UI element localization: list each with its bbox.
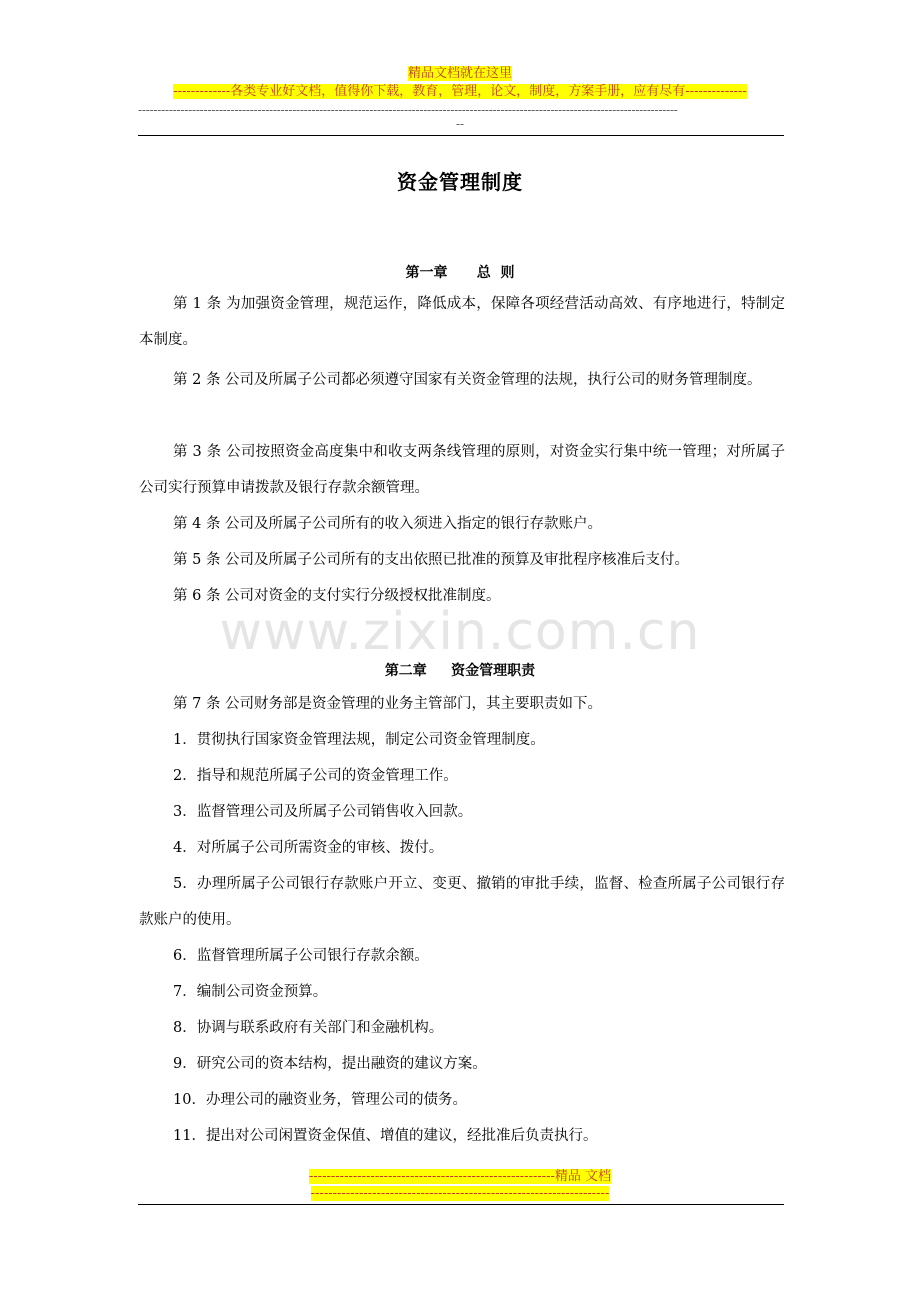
- header-banner-tagline: [0, 84, 920, 100]
- header-dash-line: --------------------------------------------------------------------------------------------------------------------------------------------: [138, 103, 678, 117]
- document-title: 资金管理制度: [397, 170, 523, 194]
- duty-item-4: 4．对所属子公司所需资金的审核、拨付。: [173, 840, 444, 856]
- duty-item-6: 6．监督管理所属子公司银行存款余额。: [173, 948, 429, 964]
- article-3: 第 3 条 公司按照资金高度集中和收支两条线管理的原则，对资金实行集中统一管理；对所属子公司实行预算申请拨款及银行存款余额管理。: [139, 444, 785, 496]
- chapter-heading-2: 第二章 资金管理职责: [384, 663, 536, 679]
- article-1: 第 1 条 为加强资金管理，规范运作，降低成本，保障各项经营活动高效、有序地进行，特制定本制度。: [139, 296, 785, 348]
- footer-dash-line: [0, 1187, 920, 1201]
- footer-banner: [0, 1169, 920, 1185]
- article-2: 第 2 条 公司及所属子公司都必须遵守国家有关资金管理的法规，执行公司的财务管理制度。: [173, 372, 762, 388]
- footer-rule: [138, 1204, 784, 1205]
- header-dash-tail: --: [455, 117, 465, 131]
- footer-banner-text: --------------------------------------------------------精品 文档: [308, 1169, 612, 1184]
- duty-item-7: 7．编制公司资金预算。: [173, 984, 328, 1000]
- duty-item-5: 5．办理所属子公司银行存款账户开立、变更、撤销的审批手续，监督、检查所属子公司银行存款账户的使用。: [139, 876, 785, 928]
- watermark: www.zixin.com.cn: [219, 602, 701, 662]
- duty-item-11: 11．提出对公司闲置资金保值、增值的建议，经批准后负责执行。: [173, 1128, 598, 1144]
- article-7: 第 7 条 公司财务部是资金管理的业务主管部门，其主要职责如下。: [173, 696, 603, 712]
- duty-item-2: 2．指导和规范所属子公司的资金管理工作。: [173, 768, 458, 784]
- article-5: 第 5 条 公司及所属子公司所有的支出依照已批准的预算及审批程序核准后支付。: [173, 552, 690, 568]
- header-banner-title: [0, 66, 920, 82]
- chapter-heading-1: 第一章 总 则: [405, 265, 515, 281]
- duty-item-10: 10．办理公司的融资业务，管理公司的债务。: [173, 1092, 467, 1108]
- duty-item-9: 9．研究公司的资本结构，提出融资的建议方案。: [173, 1056, 487, 1072]
- duty-item-3: 3．监督管理公司及所属子公司销售收入回款。: [173, 804, 473, 820]
- article-4: 第 4 条 公司及所属子公司所有的收入须进入指定的银行存款账户。: [173, 516, 603, 532]
- header-banner-title-text: 精品文档就在这里: [407, 66, 512, 81]
- duty-item-1: 1．贯彻执行国家资金管理法规，制定公司资金管理制度。: [173, 732, 545, 748]
- header-rule: [138, 135, 784, 136]
- article-6: 第 6 条 公司对资金的支付实行分级授权批准制度。: [173, 588, 501, 604]
- footer-dash-line-text: --------------------------------------------------------------------: [310, 1186, 610, 1201]
- header-banner-tagline-text: -------------各类专业好文档，值得你下载，教育，管理，论文，制度，方案手册，应有尽有--------------: [173, 84, 747, 99]
- duty-item-8: 8．协调与联系政府有关部门和金融机构。: [173, 1020, 444, 1036]
